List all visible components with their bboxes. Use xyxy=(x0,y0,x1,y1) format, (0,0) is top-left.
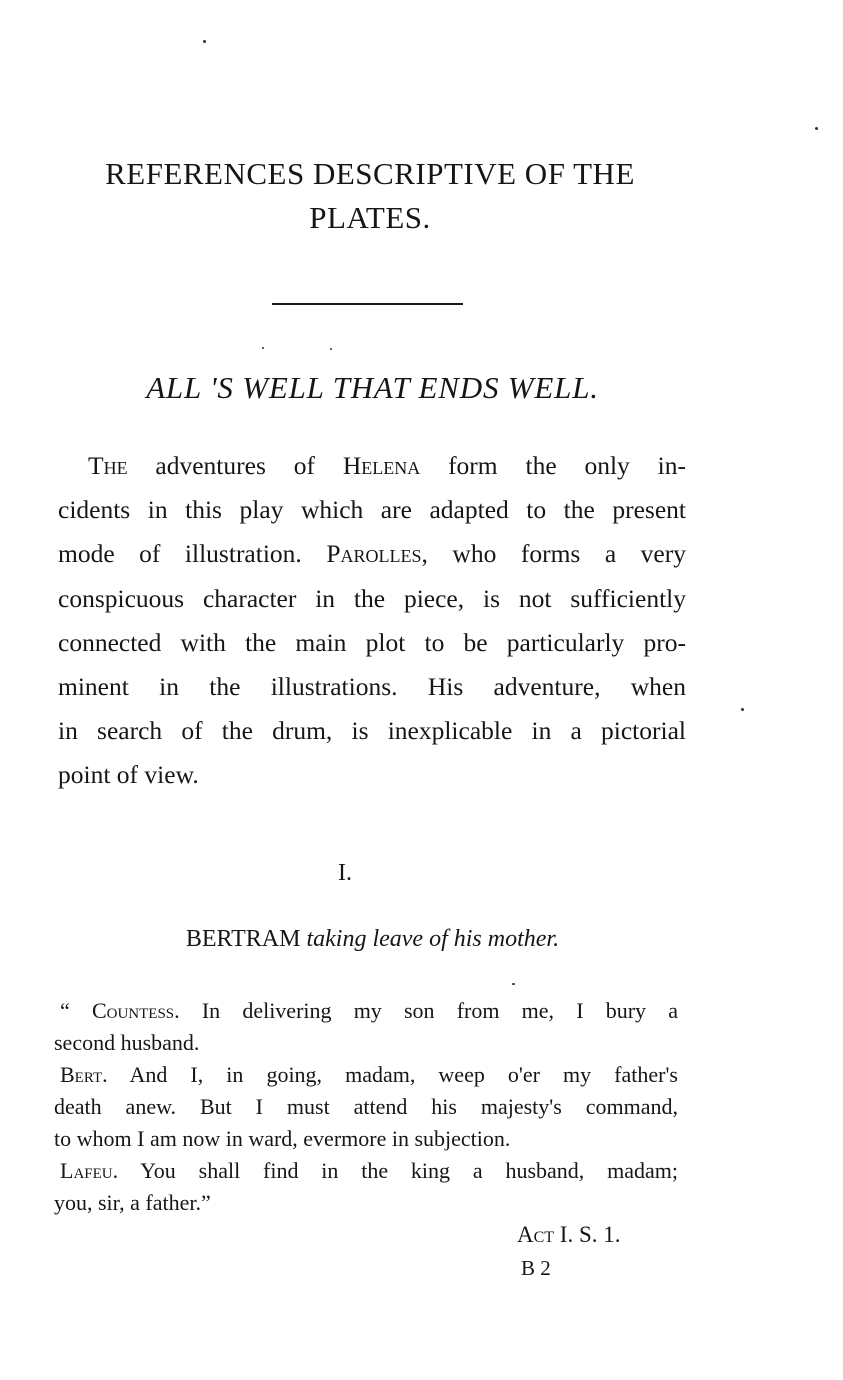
text-run: In delivering my son from me, I bury a xyxy=(179,998,678,1023)
print-speck xyxy=(815,127,818,130)
text-run: who forms a very xyxy=(427,539,686,569)
intro-line xyxy=(58,621,686,665)
text-run: to whom I am now in ward, evermore in subjection. xyxy=(54,1126,511,1151)
quote-line xyxy=(54,1059,678,1091)
section-divider-rule xyxy=(272,303,463,305)
small-caps-name: Parolles, xyxy=(326,539,428,569)
intro-line xyxy=(58,709,686,753)
intro-line xyxy=(58,665,686,709)
intro-line xyxy=(58,532,686,576)
intro-line xyxy=(58,753,686,797)
small-caps-name: Bert. xyxy=(60,1062,108,1087)
act-scene-reference xyxy=(517,1222,621,1248)
intro-paragraph xyxy=(58,444,686,798)
small-caps-name: Lafeu. xyxy=(60,1158,119,1183)
print-speck xyxy=(512,983,515,985)
text-run: conspicuous character in the piece, is not sufficiently xyxy=(58,583,686,613)
play-title: ALL 'S WELL THAT ENDS WELL. xyxy=(146,370,599,405)
signature-mark-text: B 2 xyxy=(521,1256,551,1280)
text-run: minent in the illustrations. His adventure, when xyxy=(58,672,686,702)
text-run: And I, in going, madam, weep o'er my father's xyxy=(107,1062,678,1087)
text-run: you, sir, a father.” xyxy=(54,1190,211,1215)
intro-line xyxy=(58,444,686,488)
plate-caption xyxy=(60,926,685,953)
text-run: form the only in- xyxy=(420,451,686,480)
page-heading-line-2: PLATES. xyxy=(309,200,431,235)
quote-line xyxy=(54,995,678,1027)
intro-line xyxy=(58,577,686,621)
text-run: second husband. xyxy=(54,1030,200,1055)
text-run: point of view. xyxy=(58,760,199,790)
plate-subject: BERTRAM xyxy=(185,926,301,952)
print-speck xyxy=(203,40,206,43)
quote-line xyxy=(54,1187,678,1219)
print-speck xyxy=(262,347,264,349)
page-heading-line-1: REFERENCES DESCRIPTIVE OF THE xyxy=(105,156,635,191)
text-run: You shall find in the king a husband, madam; xyxy=(118,1158,678,1183)
text-run: “ xyxy=(60,998,92,1023)
quote-line xyxy=(54,1027,678,1059)
plate-number: I. xyxy=(338,860,352,886)
print-speck xyxy=(330,348,332,350)
quote-line xyxy=(54,1123,678,1155)
intro-line xyxy=(58,488,686,532)
text-run: death anew. But I must attend his majesty's command, xyxy=(54,1094,678,1119)
small-caps-name: The xyxy=(88,451,128,480)
text-run: in search of the drum, is inexplicable in a pictorial xyxy=(58,716,686,746)
text-run: adventures of xyxy=(127,451,343,480)
quotation-block xyxy=(54,995,678,1219)
quote-line xyxy=(54,1091,678,1123)
print-speck xyxy=(741,708,744,711)
signature-mark xyxy=(521,1256,551,1281)
small-caps-name: Helena xyxy=(342,451,421,480)
plate-description: taking leave of his mother. xyxy=(306,926,560,952)
text-run: connected with the main plot to be particularly pro- xyxy=(58,627,686,657)
text-run: cidents in this play which are adapted to the present xyxy=(58,495,686,525)
small-caps-name: Countess. xyxy=(91,998,180,1023)
quote-line xyxy=(54,1155,678,1187)
act-reference-text: Act I. S. 1. xyxy=(517,1222,621,1247)
text-run: mode of illustration. xyxy=(58,539,327,569)
